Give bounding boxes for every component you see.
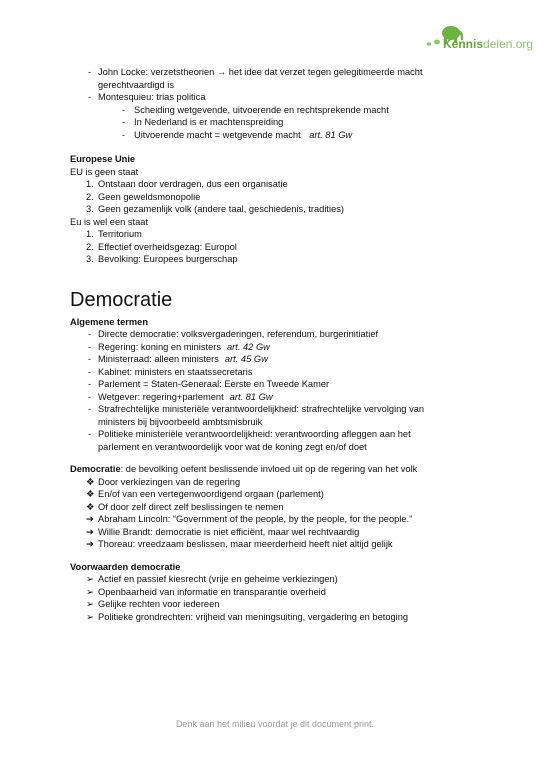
spacer — [70, 453, 490, 463]
numbered-item — [70, 228, 490, 241]
item-text: Ontstaan door verdragen, dus een organisatie — [98, 179, 288, 189]
list-item — [70, 586, 490, 599]
sub-list-item — [70, 104, 490, 117]
list-item — [70, 378, 490, 391]
item-text: parlement en verantwoordelijk voor wat de koning zegt en/of doet — [98, 441, 367, 452]
item-number: 2. — [86, 241, 94, 252]
list-item — [70, 476, 490, 489]
list-item — [70, 488, 490, 501]
list-item-continued — [70, 79, 490, 92]
list-item — [70, 513, 490, 526]
item-text: gerechtvaardigd is — [98, 79, 174, 90]
item-text: En/of van een vertegenwoordigend orgaan (parlement) — [98, 489, 324, 499]
footer-note: Denk aan het milieu voordat je dit document print. — [175, 719, 375, 729]
dash-bullet: - — [88, 92, 92, 102]
item-text: Openbaarheid van informatie en transparantie overheid — [98, 586, 326, 597]
list-item — [70, 526, 490, 539]
definition-term: Democratie — [70, 464, 121, 474]
item-text: Of door zelf direct zelf beslissingen te nemen — [98, 501, 284, 512]
item-text: Geen geweldsmonopolie — [98, 191, 201, 202]
dash-bullet: - — [88, 329, 92, 339]
list-item — [70, 91, 490, 104]
section-heading: Europese Unie — [70, 154, 136, 164]
item-text: Uitvoerende macht = wetgevende macht — [134, 129, 301, 140]
numbered-item — [70, 191, 490, 204]
dash-bullet: - — [88, 379, 92, 389]
arrow-bullet-icon: ➔ — [86, 539, 94, 549]
item-text: Actief en passief kiesrecht (vrije en geheime verkiezingen) — [98, 574, 338, 584]
dash-bullet: - — [88, 391, 92, 402]
item-text: In Nederland is er machtenspreiding — [134, 117, 284, 127]
list-item — [70, 538, 490, 551]
logo-text: Kennisdelen.org — [443, 37, 534, 51]
list-item — [70, 391, 490, 404]
item-text: Politieke ministeriële verantwoordelijkheid: verantwoording afleggen aan het — [98, 429, 411, 439]
item-text: ministers bij bijvoorbeeld ambtsmisbruik — [98, 416, 263, 427]
sub-list-item — [70, 116, 490, 129]
numbered-item — [70, 203, 490, 216]
page-title: Democratie — [70, 288, 173, 311]
item-text: Bevolking: Europees burgerschap — [98, 254, 238, 264]
dash-bullet: - — [88, 404, 92, 414]
list-item-continued — [70, 416, 490, 429]
numbered-item — [70, 178, 490, 191]
item-text: Abraham Lincoln: “Government of the people, by the people, for the people.” — [98, 514, 413, 524]
list-item — [70, 328, 490, 341]
list-item — [70, 353, 490, 366]
item-text: Strafrechtelijke ministeriële verantwoordelijkheid: strafrechtelijke vervolging van — [98, 404, 425, 414]
document-body — [70, 66, 490, 623]
item-text: Territorium — [98, 229, 142, 239]
item-text: Gelijke rechten voor iedereen — [98, 599, 220, 609]
item-text: Wetgever: regering+parlement — [98, 391, 224, 402]
section-heading: Voorwaarden democratie — [70, 561, 181, 572]
law-reference: art. 42 Gw — [227, 341, 270, 352]
dash-bullet: - — [88, 429, 92, 439]
list-item — [70, 573, 490, 586]
dash-bullet: - — [88, 354, 92, 364]
item-text: Door verkiezingen van de regering — [98, 476, 241, 487]
item-number: 2. — [86, 191, 94, 202]
item-number: 3. — [86, 204, 94, 214]
numbered-item — [70, 253, 490, 266]
item-number: 1. — [86, 229, 94, 239]
item-text: Kabinet: ministers en staatssecretaris — [98, 366, 253, 377]
dash-bullet: - — [88, 366, 92, 377]
item-text: Regering: koning en ministers — [98, 341, 221, 352]
item-text: Scheiding wetgevende, uitvoerende en rechtsprekende macht — [134, 104, 389, 115]
item-text: Thoreau: vreedzaam beslissen, maar meerderheid heeft niet altijd gelijk — [98, 539, 393, 549]
list-item-continued — [70, 441, 490, 454]
logo — [415, 20, 535, 52]
diamond-bullet-icon: ❖ — [86, 489, 95, 499]
paragraph: EU is geen staat — [70, 166, 139, 177]
item-text: Willie Brandt: democratie is niet efficiënt, maar wel rechtvaardig — [98, 526, 360, 537]
arrowhead-bullet-icon: ➢ — [86, 574, 94, 584]
list-item — [70, 341, 490, 354]
spacer — [70, 551, 490, 561]
spacer — [70, 141, 490, 153]
arrow-bullet-icon: ➔ — [86, 526, 94, 537]
dash-bullet: - — [88, 341, 92, 352]
section-heading: Algemene termen — [70, 316, 149, 327]
sub-list-item — [70, 129, 490, 142]
item-text: Montesquieu: trias politica — [98, 92, 206, 102]
list-item — [70, 403, 490, 416]
diamond-bullet-icon: ❖ — [86, 476, 95, 487]
paragraph: Eu is wel een staat — [70, 216, 149, 227]
dash-bullet: - — [122, 117, 126, 127]
law-reference: art. 81 Gw — [229, 391, 273, 402]
item-text: Directe democratie: volksvergaderingen, referendum, burgerinitiatief — [98, 329, 379, 339]
arrowhead-bullet-icon: ➢ — [86, 586, 94, 597]
list-item — [70, 598, 490, 611]
dash-bullet: - — [122, 129, 126, 140]
arrowhead-bullet-icon: ➢ — [86, 611, 94, 622]
list-item — [70, 366, 490, 379]
diamond-bullet-icon: ❖ — [86, 501, 95, 512]
item-text: Effectief overheidsgezag: Europol — [98, 241, 237, 252]
list-item — [70, 66, 490, 79]
item-number: 1. — [86, 179, 94, 189]
arrowhead-bullet-icon: ➢ — [86, 599, 94, 609]
numbered-item — [70, 241, 490, 254]
item-text: Ministerraad: alleen ministers — [98, 354, 219, 364]
law-reference: art. 45 Gw — [224, 354, 268, 364]
dash-bullet: - — [122, 104, 126, 115]
law-reference: art. 81 Gw — [309, 129, 353, 140]
arrow-bullet-icon: ➔ — [86, 514, 94, 524]
list-item — [70, 611, 490, 624]
definition-paragraph — [70, 463, 490, 476]
list-item — [70, 501, 490, 514]
definition-text: : de bevolking oefent beslissende invloed uit op de regering van het volk — [120, 464, 418, 474]
item-number: 3. — [86, 254, 94, 264]
list-item — [70, 428, 490, 441]
dash-bullet: - — [88, 67, 92, 77]
item-text: John Locke: verzetstheorien → het idee dat verzet tegen gelegitimeerde macht — [98, 67, 423, 77]
item-text: Politieke grondrechten: vrijheid van meningsuiting, vergadering en betoging — [98, 611, 409, 622]
item-text: Parlement = Staten-Generaal: Eerste en Tweede Kamer — [98, 379, 330, 389]
item-text: Geen gezamenlijk volk (andere taal, geschiedenis, tradities) — [98, 204, 344, 214]
